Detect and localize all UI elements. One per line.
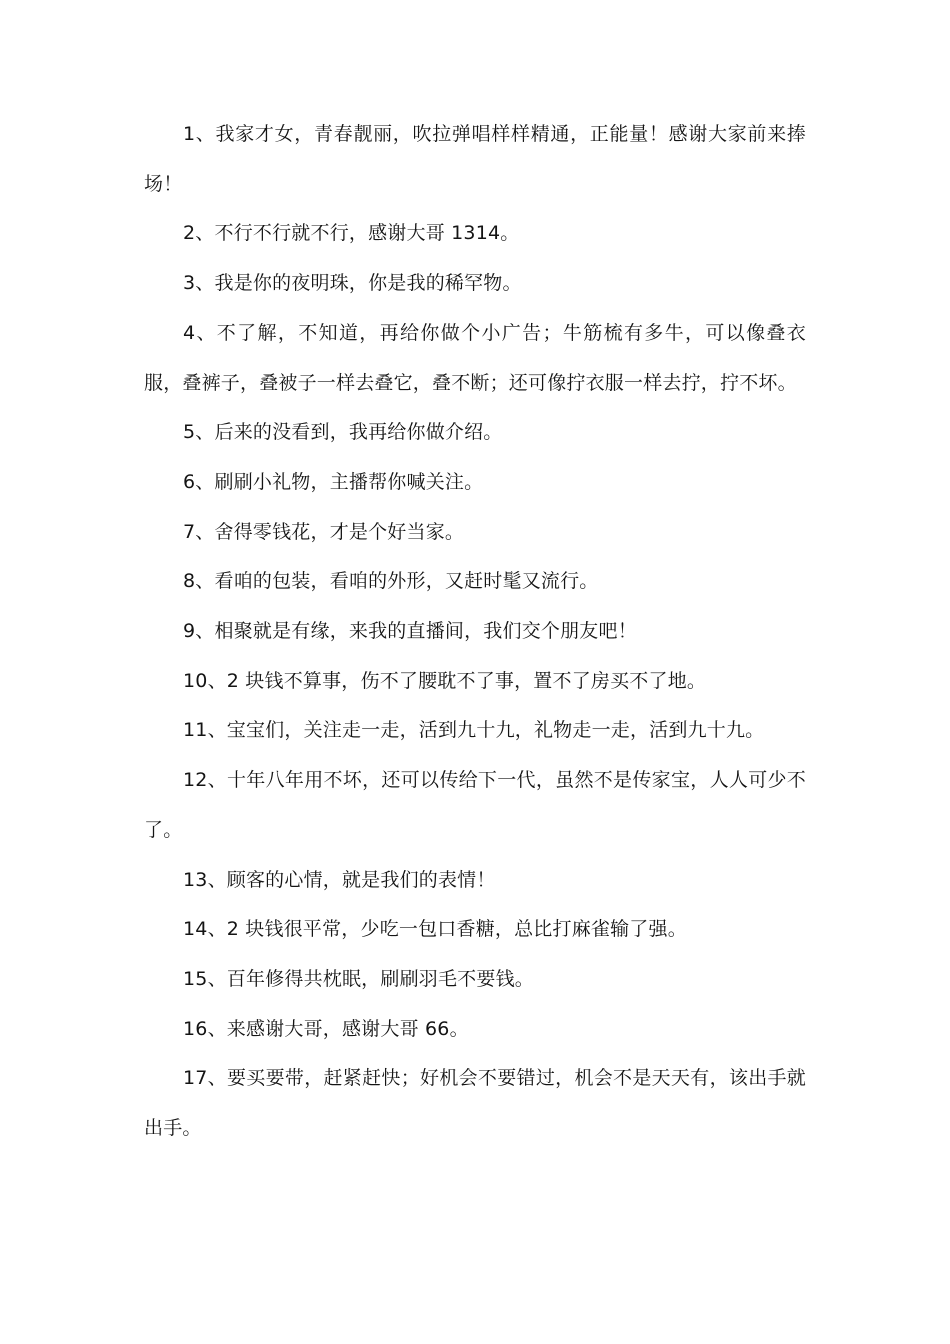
paragraph-3: 3、我是你的夜明珠，你是我的稀罕物。 (183, 272, 522, 295)
paragraph-14: 14、2 块钱很平常，少吃一包口香糖，总比打麻雀输了强。 (183, 918, 687, 941)
paragraph-2: 2、不行不行就不行，感谢大哥 1314。 (183, 222, 520, 245)
paragraph-10: 10、2 块钱不算事，伤不了腰耽不了事，置不了房买不了地。 (183, 669, 707, 692)
document-body (144, 110, 806, 1154)
paragraph-6: 6、刷刷小礼物，主播帮你喊关注。 (183, 470, 484, 493)
paragraph-5: 5、后来的没看到，我再给你做介绍。 (183, 421, 503, 444)
paragraph-15: 15、百年修得共枕眠，刷刷羽毛不要钱。 (183, 967, 534, 990)
paragraph-7: 7、舍得零钱花，才是个好当家。 (183, 520, 465, 543)
paragraph-4: 4、不了解，不知道，再给你做个小广告；牛筋梳有多牛，可以像叠衣服，叠裤子，叠被子一样去叠它，叠不断；还可像拧衣服一样去拧，拧不坏。 (144, 321, 806, 394)
paragraph-13: 13、顾客的心情，就是我们的表情！ (183, 868, 496, 891)
paragraph-11: 11、宝宝们，关注走一走，活到九十九，礼物走一走，活到九十九。 (183, 719, 765, 742)
paragraph-12: 12、十年八年用不坏，还可以传给下一代，虽然不是传家宝，人人可少不了。 (144, 769, 806, 841)
paragraph-1: 1、我家才女，青春靓丽，吹拉弹唱样样精通，正能量！感谢大家前来捧场！ (144, 123, 806, 195)
paragraph-8: 8、看咱的包装，看咱的外形，又赶时髦又流行。 (183, 570, 599, 593)
paragraph-17: 17、要买要带，赶紧赶快；好机会不要错过，机会不是天天有，该出手就出手。 (144, 1067, 806, 1140)
paragraph-16: 16、来感谢大哥，感谢大哥 66。 (183, 1017, 469, 1040)
paragraph-9: 9、相聚就是有缘，来我的直播间，我们交个朋友吧！ (183, 620, 637, 643)
